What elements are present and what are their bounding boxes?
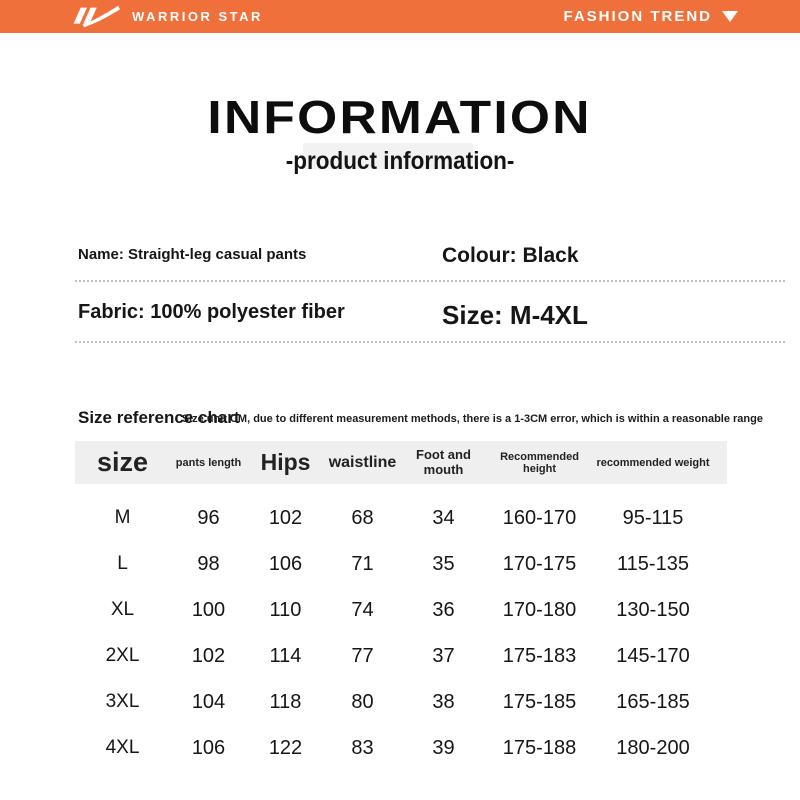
- table-cell: 71: [351, 552, 374, 575]
- table-cell: 83: [351, 736, 374, 759]
- column-header: recommended weight: [596, 456, 710, 469]
- table-cell: 145-170: [616, 644, 690, 667]
- table-cell: 100: [191, 598, 226, 621]
- table-cell: 115-135: [617, 552, 689, 575]
- table-cell: 95-115: [622, 506, 684, 529]
- table-row: [75, 633, 727, 679]
- table-cell: 114: [269, 644, 302, 667]
- table-cell: 96: [197, 506, 220, 529]
- table-cell: 80: [351, 690, 374, 713]
- table-row: [75, 679, 727, 725]
- table-cell: 34: [432, 506, 455, 529]
- brand-name: WARRIOR STAR: [132, 9, 263, 24]
- table-cell: 102: [268, 506, 303, 529]
- page-title: [0, 90, 800, 144]
- brand-logo-icon: [70, 4, 120, 29]
- table-cell: 104: [191, 690, 226, 713]
- table-cell: 170-175: [502, 552, 577, 575]
- table-cell: 102: [191, 644, 226, 667]
- table-cell: 3XL: [105, 691, 140, 712]
- divider: [75, 280, 785, 282]
- table-cell: 110: [269, 598, 302, 621]
- table-cell: 2XL: [105, 645, 140, 666]
- column-header: pants length: [175, 456, 242, 469]
- table-row: [75, 587, 727, 633]
- table-row: [75, 495, 727, 541]
- table-cell: 38: [432, 690, 455, 713]
- product-colour: Colour: Black: [442, 244, 579, 267]
- table-cell: 180-200: [616, 736, 690, 759]
- table-cell: 98: [197, 552, 220, 575]
- divider: [75, 341, 785, 343]
- table-cell: XL: [110, 599, 135, 620]
- table-cell: 106: [268, 552, 303, 575]
- table-cell: 118: [269, 690, 302, 713]
- top-bar: [0, 0, 800, 33]
- page-title-text: INFORMATION: [207, 91, 593, 143]
- table-cell: 37: [432, 644, 455, 667]
- table-cell: 165-185: [616, 690, 690, 713]
- table-cell: 36: [432, 598, 455, 621]
- table-cell: M: [114, 507, 131, 528]
- table-row: [75, 541, 727, 587]
- table-cell: 74: [351, 598, 374, 621]
- table-cell: 160-170: [502, 506, 577, 529]
- table-cell: 175-185: [502, 690, 577, 713]
- table-cell: 39: [432, 736, 455, 759]
- column-header: waistline: [328, 453, 397, 471]
- size-table: [75, 441, 727, 771]
- table-cell: 106: [191, 736, 226, 759]
- table-cell: 175-188: [502, 736, 577, 759]
- fashion-trend-dropdown[interactable]: [563, 8, 738, 25]
- table-cell: 175-183: [502, 644, 577, 667]
- product-fabric: Fabric: 100% polyester fiber: [78, 301, 345, 323]
- column-header: Hips: [260, 449, 311, 475]
- table-row: [75, 725, 727, 771]
- table-cell: 68: [351, 506, 374, 529]
- size-chart-heading: Size reference chart: [78, 408, 240, 427]
- column-header: Foot and mouth: [416, 446, 471, 477]
- column-header: Recommended height: [500, 450, 579, 475]
- table-cell: 130-150: [616, 598, 690, 621]
- size-chart-note: Size unit CM, due to different measurement methods, there is a 1-3CM error, which is within a reasonable range: [181, 413, 763, 425]
- table-cell: 170-180: [502, 598, 577, 621]
- table-cell: 122: [268, 736, 303, 759]
- table-cell: 35: [432, 552, 455, 575]
- page-subtitle: [0, 147, 800, 176]
- caret-down-icon: [722, 11, 738, 22]
- page-subtitle-text: -product information-: [285, 147, 515, 175]
- table-cell: 77: [351, 644, 374, 667]
- fashion-trend-label: FASHION TREND: [563, 8, 712, 25]
- table-cell: 4XL: [105, 737, 140, 758]
- table-header-row: [75, 441, 727, 484]
- table-cell: L: [117, 553, 128, 574]
- product-size: Size: M-4XL: [442, 300, 588, 330]
- column-header: size: [96, 447, 149, 477]
- product-name: Name: Straight-leg casual pants: [78, 246, 307, 263]
